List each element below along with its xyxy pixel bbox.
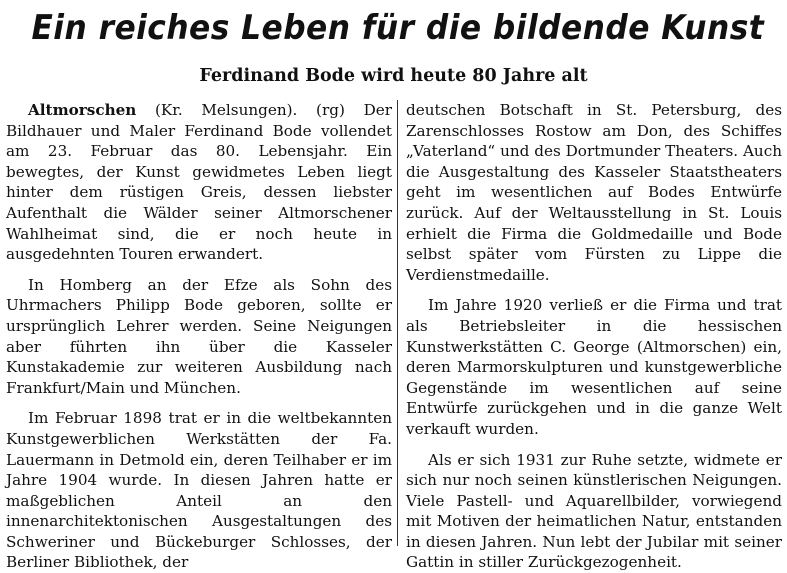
article-subheadline: Ferdinand Bode wird heute 80 Jahre alt: [0, 64, 787, 88]
right-column: [406, 100, 782, 573]
paragraph-retirement: Als er sich 1931 zur Ruhe setzte, widmete er sich nur noch seinen künstlerischen Neigungen. Viele Pastell- und Aquarellbilder, vorwiegend mit Motiven der heimatlichen Natur, entstanden in diesen Jahren. Nun lebt der Jubilar mit seiner Gattin in stiller Zurückgezogenheit.: [406, 450, 782, 573]
paragraph-career-continued: deutschen Botschaft in St. Petersburg, des Zarenschlosses Rostow am Don, des Schiffes „Vaterland“ und des Dortmunder Theaters. Auch die Ausgestaltung des Kasseler Staatstheaters geht im wesentlichen auf Bodes Entwürfe zurück. Auf der Weltausstellung in St. Louis erhielt die Firma die Goldmedaille und Bode selbst später vom Fürsten zu Lippe die Verdienstmedaille.: [406, 100, 782, 285]
paragraph-career: Im Februar 1898 trat er in die weltbekannten Kunstgewerblichen Werkstätten der Fa. Lauermann in Detmold ein, deren Teilhaber er im Jahre 1904 wurde. In diesen Jahren hatte er maßgeblichen Anteil an den innenarchitektonischen Ausgestaltungen des Schweriner und Bückeburger Schlosses, der Berliner Bibliothek, der: [6, 408, 392, 573]
dateline: Altmorschen: [28, 101, 136, 119]
left-column: [6, 100, 392, 573]
paragraph-1920: Im Jahre 1920 verließ er die Firma und trat als Betriebsleiter in die hessischen Kunstwerkstätten C. George (Altmorschen) ein, deren Marmorskulpturen und kunstgewerbliche Gegenstände im wesentlichen auf seine Entwürfe zurückgehen und in die ganze Welt verkauft wurden.: [406, 295, 782, 439]
paragraph-intro-text: (Kr. Melsungen). (rg) Der Bildhauer und Maler Ferdinand Bode vollendet am 23. Februar das 80. Lebensjahr. Ein bewegtes, der Kunst gewidmetes Leben liegt hinter dem rüstigen Greis, dessen liebster Aufenthalt die Wälder seiner Altmorschener Wahlheimat sind, die er noch heute in ausgedehnten Touren erwandert.: [6, 101, 392, 263]
paragraph-origin: In Homberg an der Efze als Sohn des Uhrmachers Philipp Bode geboren, sollte er ursprünglich Lehrer werden. Seine Neigungen aber führten ihn über die Kasseler Kunstakademie zur weiteren Ausbildung nach Frankfurt/Main und München.: [6, 275, 392, 399]
paragraph-intro: [6, 100, 392, 265]
column-divider: [397, 100, 398, 546]
article-headline: Ein reiches Leben für die bildende Kunst: [31, 6, 755, 50]
